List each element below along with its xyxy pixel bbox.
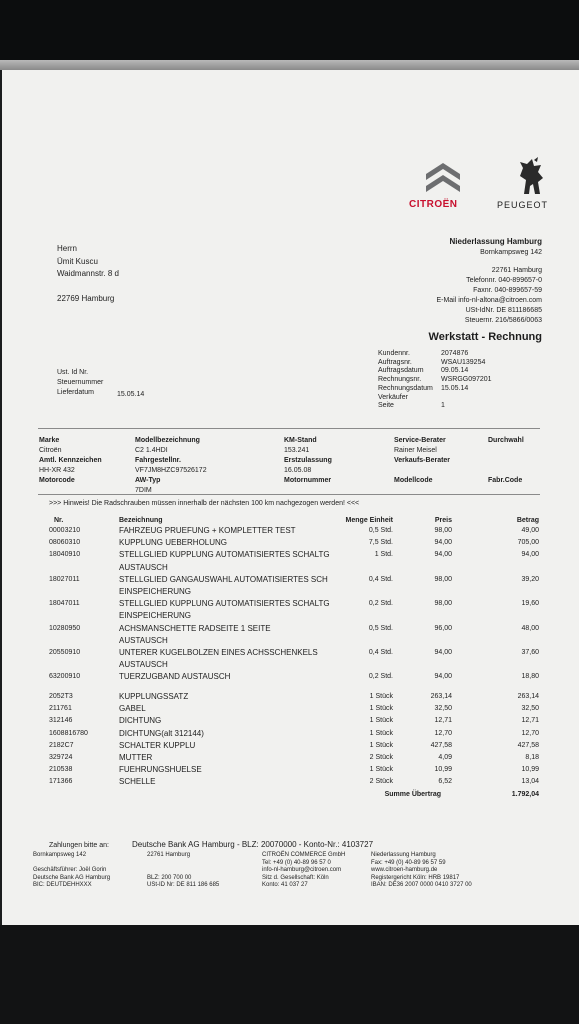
row-bezeichnung: KUPPLUNG UEBERHOLUNG bbox=[119, 538, 228, 548]
erstzulassung-label: Erstzulassung bbox=[284, 457, 332, 464]
dealer-vat: USt-IdNr. DE 811186685 bbox=[465, 307, 542, 314]
row-nr: 1608816780 bbox=[49, 729, 88, 737]
row-menge: 0,4 Std. bbox=[368, 649, 393, 656]
row-menge: 0,2 Std. bbox=[368, 673, 393, 681]
row-nr: 312146 bbox=[49, 717, 73, 725]
row-nr: 18027011 bbox=[49, 575, 80, 583]
peugeot-lion-icon bbox=[514, 156, 550, 196]
row-preis: 427,58 bbox=[430, 741, 452, 749]
row-bezeichnung: SCHELLE bbox=[119, 777, 156, 787]
km-value: 153.241 bbox=[284, 447, 310, 454]
row-preis: 98,00 bbox=[434, 600, 452, 608]
row-bezeichnung: EINSPEICHERUNG bbox=[119, 611, 192, 621]
row-bezeichnung: KUPPLUNGSSATZ bbox=[119, 692, 189, 701]
row-nr: 00003210 bbox=[49, 527, 81, 534]
detail-value: 2074876 bbox=[441, 350, 469, 357]
row-menge: 1 Std. bbox=[374, 551, 393, 559]
row-nr: 18040910 bbox=[49, 551, 81, 559]
durchwahl-label: Durchwahl bbox=[488, 437, 524, 444]
detail-value: WSRGG097201 bbox=[441, 376, 492, 384]
recipient-city: 22769 Hamburg bbox=[57, 294, 115, 303]
kennzeichen-label: Amtl. Kennzeichen bbox=[39, 457, 102, 464]
row-preis: 12,71 bbox=[434, 717, 452, 725]
row-nr: 210538 bbox=[49, 766, 73, 774]
row-nr: 18047011 bbox=[49, 600, 80, 608]
row-bezeichnung: MUTTER bbox=[119, 753, 153, 762]
row-preis: 12,70 bbox=[434, 729, 452, 737]
detail-label: Rechnungsnr. bbox=[378, 376, 422, 384]
marke-value: Citroën bbox=[39, 447, 62, 454]
detail-label: Verkäufer bbox=[378, 393, 408, 401]
row-bezeichnung: FAHRZEUG PRUEFUNG + KOMPLETTER TEST bbox=[119, 526, 296, 535]
row-bezeichnung: UNTERER KUGELBOLZEN EINES ACHSSCHENKELS bbox=[119, 648, 318, 657]
dealer-name: Niederlassung Hamburg bbox=[449, 237, 542, 246]
row-menge: 1 Stück bbox=[369, 705, 393, 713]
photo-background-top bbox=[0, 0, 579, 62]
row-betrag: 12,70 bbox=[521, 729, 539, 737]
row-betrag: 49,00 bbox=[521, 527, 539, 534]
sum-value: 1.792,04 bbox=[511, 791, 539, 798]
vehicle-top-rule bbox=[38, 428, 540, 429]
invoice-paper bbox=[2, 70, 579, 925]
footer-line: Fax: +49 (0) 40-89 96 57 59 bbox=[371, 859, 446, 866]
row-betrag: 427,58 bbox=[517, 741, 539, 749]
recipient-street: Waidmannstr. 8 d bbox=[57, 269, 119, 278]
row-menge: 0,2 Std. bbox=[368, 600, 393, 608]
row-preis: 10,99 bbox=[434, 766, 452, 774]
row-betrag: 37,60 bbox=[521, 649, 539, 656]
detail-value: 09.05.14 bbox=[441, 367, 469, 375]
footer-line: Konto: 41 037 27 bbox=[262, 882, 308, 888]
footer-line: BLZ: 200 700 00 bbox=[147, 874, 192, 881]
row-nr: 171366 bbox=[49, 778, 73, 786]
detail-label: Kundennr. bbox=[378, 350, 410, 357]
dealer-tax: Steuernr. 216/5866/0063 bbox=[464, 317, 542, 324]
row-betrag: 8,18 bbox=[525, 754, 539, 761]
row-preis: 98,00 bbox=[434, 527, 452, 534]
row-menge: 0,4 Std. bbox=[368, 575, 393, 583]
row-nr: 63200910 bbox=[49, 673, 81, 681]
footer-line: IBAN: DE36 2007 0000 0410 3727 00 bbox=[371, 882, 472, 888]
detail-value: 15.05.14 bbox=[441, 384, 469, 392]
vehicle-bottom-rule bbox=[38, 494, 540, 495]
row-menge: 0,5 Std. bbox=[368, 527, 393, 534]
row-betrag: 18,80 bbox=[521, 673, 539, 681]
row-menge: 1 Stück bbox=[369, 766, 393, 774]
modell-label: Modellbezeichnung bbox=[135, 437, 200, 444]
recipient-name: Ümit Kuscu bbox=[57, 257, 98, 266]
row-nr: 211761 bbox=[49, 705, 72, 713]
footer-line: CITROËN COMMERCE GmbH bbox=[262, 852, 346, 858]
peugeot-logo-text: PEUGEOT bbox=[497, 200, 549, 210]
row-menge: 1 Stück bbox=[369, 729, 393, 737]
row-betrag: 10,99 bbox=[521, 766, 539, 774]
serviceberater-label: Service-Berater bbox=[394, 437, 446, 444]
row-preis: 94,00 bbox=[434, 673, 452, 681]
row-betrag: 39,20 bbox=[521, 575, 539, 583]
row-bezeichnung: AUSTAUSCH bbox=[119, 562, 168, 572]
row-preis: 6,52 bbox=[438, 778, 452, 786]
col-preis: Preis bbox=[434, 517, 452, 524]
steuernummer-label: Steuernummer bbox=[57, 379, 104, 386]
row-preis: 32,50 bbox=[434, 705, 452, 713]
fahrgestell-value: VF7JM8HZC97526172 bbox=[135, 467, 207, 474]
col-nr: Nr. bbox=[54, 517, 64, 524]
footer-line: BIC: DEUTDEHHXXX bbox=[33, 882, 92, 888]
footer-line: info-nl-hamburg@citroen.com bbox=[262, 867, 342, 873]
row-menge: 1 Stück bbox=[369, 693, 393, 700]
citroen-logo-text: CITROËN bbox=[409, 199, 458, 210]
modellcode-label: Modellcode bbox=[394, 477, 433, 484]
footer-line: www.citroen-hamburg.de bbox=[371, 867, 438, 873]
footer-line: Geschäftsführer: Joël Gorin bbox=[33, 867, 107, 873]
col-bezeichnung: Bezeichnung bbox=[119, 517, 163, 524]
footer-line: Niederlassung Hamburg bbox=[371, 852, 436, 858]
row-bezeichnung: EINSPEICHERUNG bbox=[119, 587, 192, 596]
footer-line: Deutsche Bank AG Hamburg bbox=[33, 874, 111, 881]
row-bezeichnung: DICHTUNG(alt 312144) bbox=[119, 728, 204, 738]
row-nr: 329724 bbox=[49, 754, 73, 761]
row-bezeichnung: DICHTUNG bbox=[119, 716, 162, 726]
fahrgestell-label: Fahrgestellnr. bbox=[135, 457, 181, 464]
row-menge: 1 Stück bbox=[369, 717, 393, 725]
lieferdatum-value: 15.05.14 bbox=[117, 391, 145, 398]
row-preis: 98,00 bbox=[434, 575, 452, 583]
serviceberater-value: Rainer Meisel bbox=[394, 447, 437, 454]
row-betrag: 263,14 bbox=[517, 693, 539, 700]
row-menge: 1 Stück bbox=[369, 741, 393, 749]
payment-label: Zahlungen bitte an: bbox=[49, 842, 109, 849]
row-menge: 7,5 Std. bbox=[368, 539, 393, 547]
row-nr: 2052T3 bbox=[49, 693, 73, 700]
row-preis: 96,00 bbox=[434, 624, 452, 632]
col-betrag: Betrag bbox=[516, 517, 539, 524]
row-bezeichnung: AUSTAUSCH bbox=[119, 660, 168, 670]
detail-label: Rechnungsdatum bbox=[378, 384, 433, 392]
row-betrag: 94,00 bbox=[521, 551, 539, 559]
motornummer-label: Motornummer bbox=[284, 477, 332, 484]
row-preis: 263,14 bbox=[430, 693, 452, 700]
row-betrag: 13,04 bbox=[521, 778, 539, 786]
motorcode-label: Motorcode bbox=[39, 477, 75, 484]
hint-text: >>> Hinweis! Die Radschrauben müssen innerhalb der nächsten 100 km nachgezogen werden! <<< bbox=[49, 500, 360, 507]
awtyp-value: 7DIM bbox=[135, 487, 152, 494]
footer-line: Registergericht Köln: HRB 19817 bbox=[371, 874, 460, 881]
detail-value: 1 bbox=[441, 402, 445, 410]
marke-label: Marke bbox=[39, 437, 60, 444]
row-betrag: 705,00 bbox=[517, 539, 539, 547]
row-bezeichnung: SCHALTER KUPPLU bbox=[119, 740, 196, 750]
dealer-email: E-Mail info-nl-altona@citroen.com bbox=[436, 297, 542, 304]
detail-value: WSAU139254 bbox=[441, 358, 486, 366]
row-menge: 2 Stück bbox=[369, 754, 393, 761]
detail-label: Auftragsnr. bbox=[378, 358, 412, 366]
row-betrag: 32,50 bbox=[521, 705, 539, 713]
row-preis: 94,00 bbox=[434, 649, 452, 656]
col-menge: Menge Einheit bbox=[345, 517, 393, 524]
footer-line: USt-ID Nr: DE 811 186 685 bbox=[147, 882, 220, 888]
row-nr: 10280950 bbox=[49, 624, 81, 632]
lieferdatum-label: Lieferdatum bbox=[57, 389, 94, 396]
modell-value: C2 1.4HDI bbox=[135, 447, 168, 454]
kennzeichen-value: HH-XR 432 bbox=[39, 467, 75, 474]
km-label: KM-Stand bbox=[284, 437, 317, 444]
row-nr: 08060310 bbox=[49, 539, 81, 547]
row-betrag: 19,60 bbox=[521, 600, 539, 608]
footer-line: Sitz d. Gesellschaft: Köln bbox=[262, 874, 329, 881]
row-preis: 94,00 bbox=[434, 551, 452, 559]
citroen-chevrons-icon bbox=[423, 158, 463, 194]
footer-line: Tel: +49 (0) 40-89 96 57 0 bbox=[262, 859, 331, 866]
row-preis: 94,00 bbox=[434, 539, 452, 547]
ust-label: Ust. Id Nr. bbox=[57, 369, 89, 376]
recipient-salutation: Herrn bbox=[57, 244, 78, 253]
dealer-fax: Faxnr. 040-899657-59 bbox=[473, 287, 542, 294]
row-preis: 4,09 bbox=[438, 754, 452, 761]
fabrcode-label: Fabr.Code bbox=[488, 477, 523, 484]
row-bezeichnung: AUSTAUSCH bbox=[119, 635, 168, 645]
detail-label: Seite bbox=[378, 402, 394, 410]
row-menge: 0,5 Std. bbox=[368, 624, 393, 632]
clipboard-clip bbox=[0, 60, 579, 70]
dealer-street: Bornkampsweg 142 bbox=[480, 249, 542, 256]
photo-background-bottom bbox=[0, 925, 579, 1024]
footer-line: Bornkampsweg 142 bbox=[33, 852, 87, 858]
footer-line: 22761 Hamburg bbox=[147, 852, 191, 858]
row-bezeichnung: TUERZUGBAND AUSTAUSCH bbox=[119, 672, 231, 682]
verkaufsberater-label: Verkaufs-Berater bbox=[394, 457, 451, 464]
payment-text: Deutsche Bank AG Hamburg - BLZ: 20070000 - Konto-Nr.: 4103727 bbox=[132, 840, 374, 849]
detail-label: Auftragsdatum bbox=[378, 367, 424, 375]
row-bezeichnung: STELLGLIED GANGAUSWAHL AUTOMATISIERTES SCH bbox=[119, 574, 328, 584]
row-bezeichnung: STELLGLIED KUPPLUNG AUTOMATISIERTES SCHALTG bbox=[119, 550, 330, 560]
row-nr: 20550910 bbox=[49, 649, 81, 656]
row-bezeichnung: FUEHRUNGSHUELSE bbox=[119, 765, 202, 775]
sum-label: Summe Übertrag bbox=[384, 791, 441, 798]
document-title: Werkstatt - Rechnung bbox=[428, 331, 542, 343]
row-menge: 2 Stück bbox=[369, 778, 393, 786]
row-bezeichnung: STELLGLIED KUPPLUNG AUTOMATISIERTES SCHALTG bbox=[119, 599, 330, 609]
erstzulassung-value: 16.05.08 bbox=[284, 467, 312, 474]
row-betrag: 48,00 bbox=[521, 624, 539, 632]
row-nr: 2182C7 bbox=[49, 741, 74, 749]
row-betrag: 12,71 bbox=[521, 717, 539, 725]
dealer-city: 22761 Hamburg bbox=[491, 267, 542, 274]
dealer-phone: Telefonnr. 040-899657-0 bbox=[466, 277, 542, 284]
awtyp-label: AW-Typ bbox=[135, 477, 161, 484]
row-bezeichnung: GABEL bbox=[119, 704, 146, 714]
row-bezeichnung: ACHSMANSCHETTE RADSEITE 1 SEITE bbox=[119, 623, 271, 633]
